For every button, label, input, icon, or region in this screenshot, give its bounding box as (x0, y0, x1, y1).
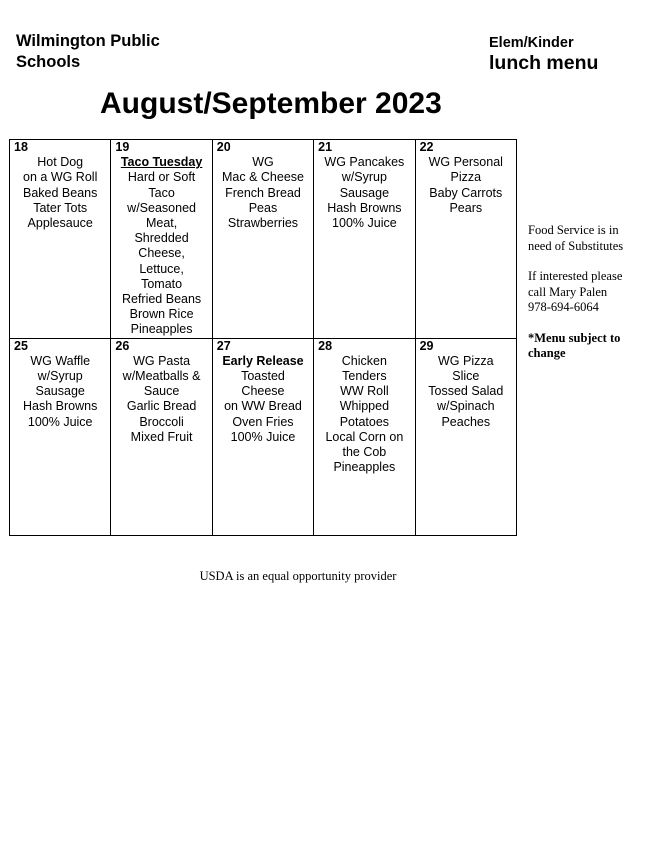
menu-item: Hot Dog (37, 155, 84, 170)
day-number: 25 (14, 338, 28, 353)
day-cell (111, 338, 212, 535)
menu-item: WG Waffle (30, 353, 91, 368)
menu-item: WG Pancakes (324, 155, 405, 170)
menu-type (489, 35, 598, 75)
day-number: 22 (419, 140, 434, 154)
day-cell (212, 140, 313, 339)
menu-item: Tenders (342, 369, 387, 384)
menu-items (416, 354, 516, 430)
contact-phone: 978-694-6064 (528, 300, 599, 314)
menu-item: Pears (449, 200, 483, 215)
menu-item: Slice (452, 369, 480, 384)
menu-item: WG Pasta (133, 353, 191, 368)
menu-item: on a WG Roll (23, 170, 98, 185)
notice-line2: change (528, 346, 566, 360)
menu-audience: Elem/Kinder (489, 35, 574, 51)
menu-item: Mixed Fruit (130, 429, 193, 444)
page-title: August/September 2023 (100, 87, 442, 120)
menu-item: Baked Beans (23, 185, 98, 200)
week-row (10, 338, 517, 535)
menu-item: French Bread (225, 185, 301, 200)
menu-item: Garlic Bread (126, 399, 197, 414)
menu-items (314, 354, 414, 476)
menu-items (314, 155, 414, 231)
menu-items (10, 155, 110, 231)
menu-items (111, 155, 211, 337)
day-cell (10, 338, 111, 535)
day-number: 20 (216, 140, 231, 154)
menu-item: Oven Fries (232, 414, 294, 429)
menu-item: Sausage (339, 185, 390, 200)
menu-item: Tater Tots (33, 200, 88, 215)
menu-item: Sausage (35, 384, 85, 399)
menu-item: Potatoes (339, 414, 390, 429)
menu-item: Hard or Soft (127, 170, 196, 185)
menu-item: Hash Browns (327, 200, 402, 215)
menu-item: w/Meatballs & (122, 369, 201, 384)
menu-item: 100% Juice (230, 429, 296, 444)
menu-item: on WW Bread (224, 399, 302, 414)
menu-item: Refried Beans (121, 292, 202, 307)
menu-item: Cheese (241, 384, 285, 399)
menu-items (213, 354, 313, 445)
school-name (16, 31, 276, 73)
substitutes-line1: Food Service is in (528, 223, 619, 237)
menu-item: Shredded (134, 231, 189, 246)
menu-item: Peaches (441, 414, 491, 429)
menu-item: w/Syrup (37, 369, 83, 384)
substitutes-line2: need of Substitutes (528, 238, 624, 253)
day-cell (314, 140, 415, 339)
menu-item: Pizza (450, 170, 482, 185)
day-number: 18 (14, 140, 28, 154)
menu-item: Sauce (143, 384, 180, 399)
week-row (10, 140, 517, 339)
side-notes (528, 223, 660, 377)
menu-item: Applesauce (27, 216, 93, 231)
day-number: 27 (216, 338, 231, 353)
menu-item: 100% Juice (332, 216, 397, 231)
day-number: 26 (115, 338, 130, 353)
notice-line1: *Menu subject to (528, 330, 621, 345)
menu-item: Peas (248, 200, 278, 215)
school-name-line1: Wilmington Public (16, 32, 160, 50)
menu-item: Chicken (341, 353, 387, 368)
day-cell (10, 140, 111, 339)
menu-item: WG (252, 155, 274, 170)
day-cell (212, 338, 313, 535)
day-number: 19 (115, 140, 130, 154)
day-cell (415, 140, 516, 339)
menu-items (10, 354, 110, 430)
menu-item: Hash Browns (23, 399, 98, 414)
menu-item: Toasted (241, 369, 285, 384)
menu-item: Strawberries (227, 216, 299, 231)
menu-item: the Cob (342, 445, 387, 460)
day-number: 29 (419, 338, 434, 353)
menu-item: Taco (148, 185, 175, 200)
day-cell (415, 338, 516, 535)
menu-item: Pineapples (130, 322, 193, 337)
menu-calendar (9, 139, 517, 536)
menu-calendar-body (10, 140, 517, 536)
menu-item: Brown Rice (129, 307, 194, 322)
menu-items (416, 155, 516, 216)
menu-item: Local Corn on (325, 429, 404, 444)
menu-item: WG Pizza (438, 353, 494, 368)
special-label: Taco Tuesday (120, 155, 203, 170)
menu-item: Tomato (141, 276, 183, 291)
menu-item: w/Seasoned (127, 200, 196, 215)
menu-label: lunch menu (489, 52, 599, 74)
menu-item: Tossed Salad (428, 384, 504, 399)
school-name-line2: Schools (16, 53, 81, 71)
menu-change-notice (528, 331, 660, 362)
special-label: Early Release (222, 353, 304, 368)
day-cell (314, 338, 415, 535)
substitutes-note (528, 223, 660, 254)
menu-item: WG Personal (428, 155, 503, 170)
menu-item: Mac & Cheese (221, 170, 304, 185)
contact-note (528, 269, 660, 316)
menu-item: WW Roll (340, 384, 389, 399)
menu-item: Whipped (339, 399, 390, 414)
menu-item: w/Syrup (341, 170, 387, 185)
menu-item: 100% Juice (27, 414, 93, 429)
contact-line2: call Mary Palen (528, 284, 608, 299)
menu-items (213, 155, 313, 231)
menu-item: Broccoli (139, 414, 184, 429)
menu-item: w/Spinach (436, 399, 495, 414)
usda-footer: USDA is an equal opportunity provider (199, 569, 397, 583)
menu-item: Pineapples (333, 460, 396, 475)
menu-item: Cheese, (138, 246, 185, 261)
day-number: 21 (318, 140, 333, 154)
contact-line1: If interested please (528, 269, 623, 283)
menu-item: Lettuce, (139, 261, 184, 276)
day-number: 28 (318, 338, 333, 353)
day-cell (111, 140, 212, 339)
menu-item: Meat, (145, 216, 178, 231)
menu-item: Baby Carrots (429, 185, 503, 200)
menu-items (111, 354, 211, 445)
